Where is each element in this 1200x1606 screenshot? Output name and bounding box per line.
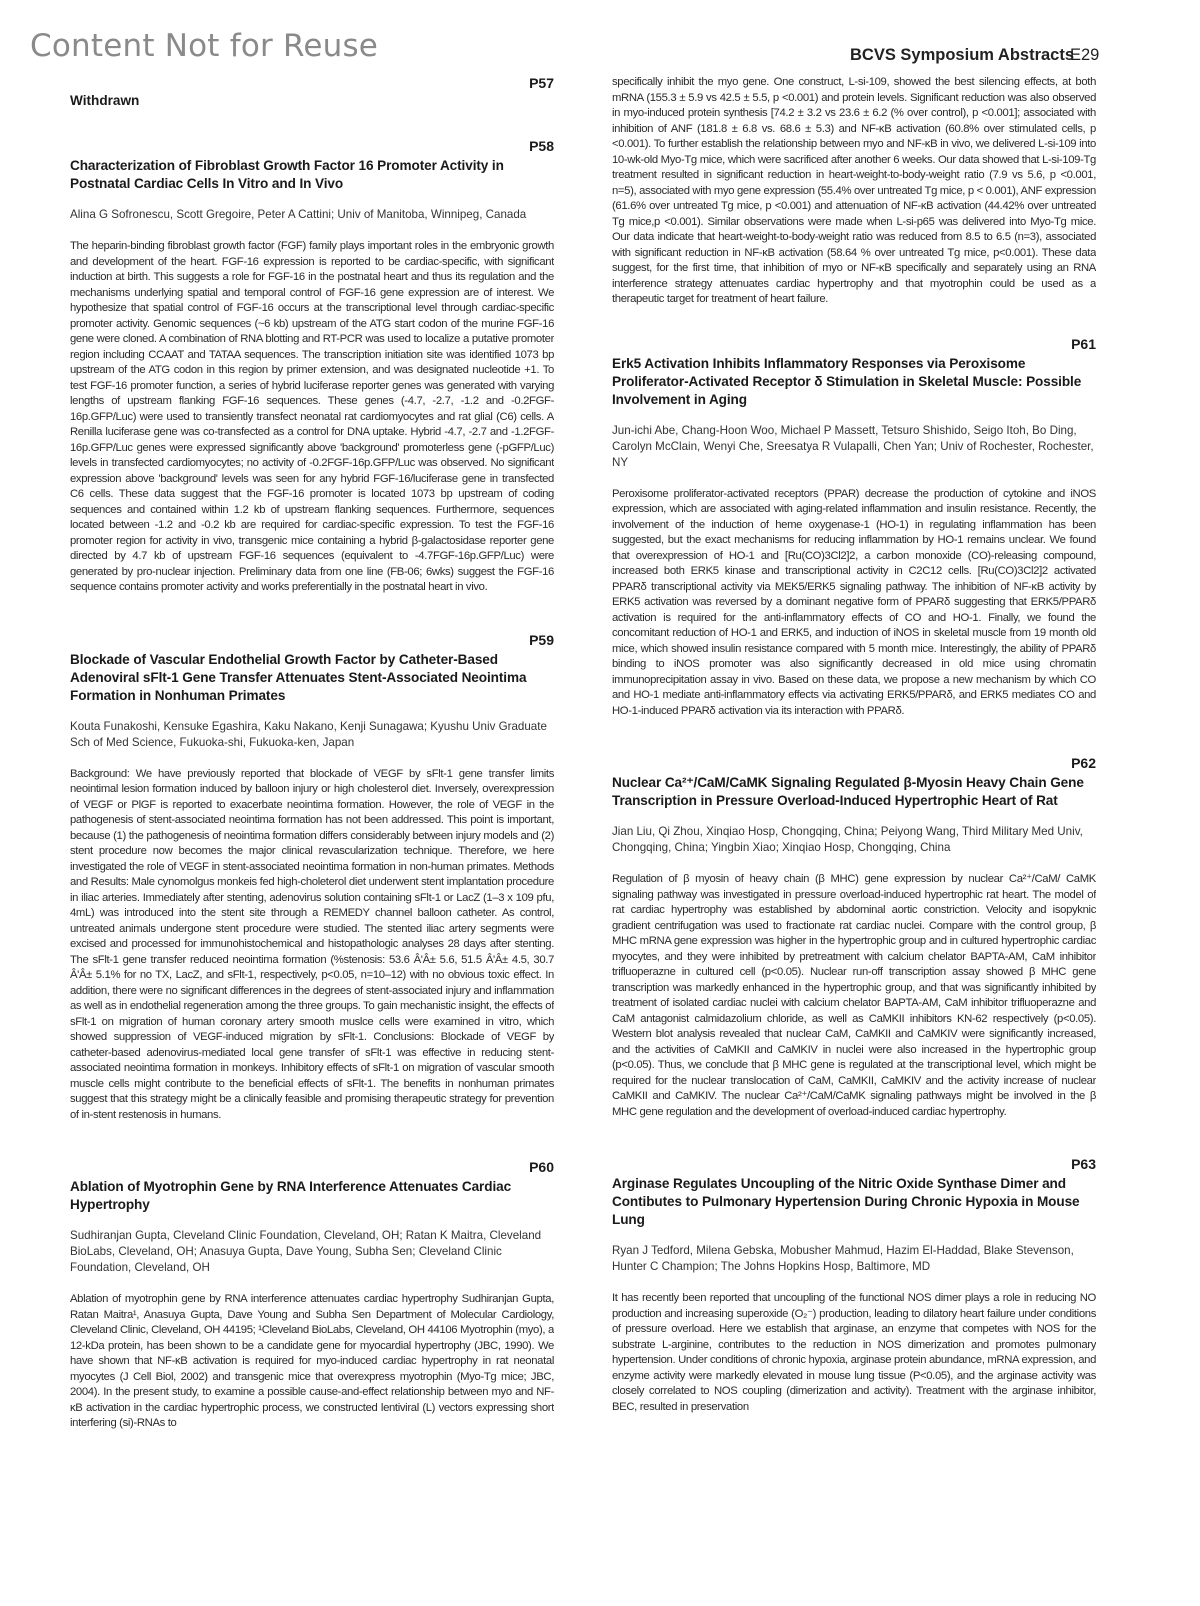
- abstract-title: Blockade of Vascular Endothelial Growth Factor by Catheter-Based Adenoviral sFlt-1 Gene Transfer Attenuates Stent-Associated Neointima Formation in Nonhuman Primates: [70, 651, 527, 703]
- abstract-p60: [70, 1159, 554, 1432]
- left-column: [70, 75, 554, 1586]
- abstract-id: P62: [1071, 755, 1096, 771]
- abstract-p63: [612, 1156, 1096, 1415]
- abstract-id: P57: [529, 75, 554, 91]
- abstract-authors: Alina G Sofronescu, Scott Gregoire, Peter A Cattini; Univ of Manitoba, Winnipeg, Canada: [70, 208, 527, 221]
- abstract-body: Peroxisome proliferator-activated receptors (PPAR) decrease the production of cytokine and iNOS expression, which are associated with aging-related inflammation and insulin resistance. Recently, the involvement of the induction of heme oxygenase-1 (HO-1) in regulating inflammation has been suggested, but the exact mechanisms for reducing inflammation by HO-1 remains unclear. We found that overexpression of HO-1 and [Ru(CO)3Cl2]2, a carbon monoxide (CO)-releasing compound, increased both ERK5 kinase and transcriptional activity in C2C12 cells. [Ru(CO)3Cl2]2 activated PPARδ transcriptional activity via MEK5/ERK5 signaling pathway. The inhibition of NF-κB activity by ERK5 activation was reversed by a dominant negative form of PPARδ suggesting that ERK5/PPARδ activation is required for the anti-inflammatory effects of CO and HO-1. Finally, we found the concomitant reduction of HO-1 and ERK5, and induction of iNOS in skeletal muscle from 19 month old mice, which showed insulin resistance compared with 5 month mice. Interestingly, the ability of PPARδ binding to iNOS promoter was also significantly decreased in old mice using chromatin immunoprecipitation assay in vivo. Based on these data, we propose a new mechanism by which CO and HO-1 mediate anti-inflammatory effects via activating ERK5/PPARδ, and ERK5 mediates CO and HO-1-induced PPARδ activation via its interaction with PPARδ.: [612, 487, 1096, 717]
- abstract-id: P60: [529, 1159, 554, 1175]
- abstract-p61: [612, 336, 1096, 720]
- abstract-body: Ablation of myotrophin gene by RNA interference attenuates cardiac hypertrophy Sudhiranjan Gupta, Ratan Maitra¹, Anasuya Gupta, Dave Young and Subha Sen Department of Molecular Cardiology, Cleveland Clinic, Cleveland, OH 44195; ¹Cleveland BioLabs, Cleveland, OH 44106 Myotrophin (myo), a 12-kDa protein, has been shown to be a candidate gene for myocardial hypertrophy (JBC, 1990). We have shown that NF-κB activation is required for myo-induced cardiac hypertrophy in rat neonatal myocytes (J Cell Biol, 2002) and transgenic mice that overexpress myotrophin (Myo-Tg mice; JBC, 2004). In the present study, to examine a possible cause-and-effect relationship between myo and NF-κB activation in the cardiac hypertrophic process, we constructed lentiviral (L) vectors expressing short interfering (si)-RNAs to: [70, 1293, 554, 1429]
- abstract-authors: Jun-ichi Abe, Chang-Hoon Woo, Michael P Massett, Tetsuro Shishido, Seigo Itoh, Bo Ding, Carolyn McClain, Wenyi Che, Sreesatya R Vulapalli, Chen Yan; Univ of Rochester, Rochester, NY: [612, 423, 1094, 469]
- journal-title: BCVS Symposium Abstracts: [850, 46, 1075, 64]
- abstract-body: It has recently been reported that uncoupling of the functional NOS dimer plays a role in reducing NO production and increasing superoxide (O₂⁻) production, leading to dilatory heart failure under conditions of pressure overload. Here we establish that arginase, an enzyme that competes with NOS for the substrate L-arginine, contributes to the reduction in NOS dimerization and promotes pulmonary hypertension. Under conditions of chronic hypoxia, arginase protein abundance, mRNA expression, and enzyme activity were markedly elevated in mouse lung tissue (P<0.05), and the arginase activity was closely correlated to NOS coupling (dimerization and activity). Treatment with the arginase inhibitor, BEC, resulted in preservation: [612, 1292, 1096, 1413]
- abstract-id: P63: [1071, 1156, 1096, 1172]
- abstract-id: P59: [529, 631, 554, 648]
- abstract-title: Nuclear Ca²⁺/CaM/CaMK Signaling Regulated β-Myosin Heavy Chain Gene Transcription in Pressure Overload-Induced Hypertrophic Heart of Rat: [612, 775, 1084, 808]
- abstract-authors: Kouta Funakoshi, Kensuke Egashira, Kaku Nakano, Kenji Sunagawa; Kyushu Univ Graduate Sch of Med Science, Fukuoka-shi, Fukuoka-ken, Japan: [70, 719, 547, 749]
- page-number: E29: [1070, 46, 1100, 64]
- abstract-p59: [70, 632, 554, 1124]
- abstract-id: P61: [1071, 335, 1096, 352]
- abstract-id: P58: [529, 138, 554, 154]
- right-column: [612, 75, 1096, 1586]
- abstract-authors: Jian Liu, Qi Zhou, Xinqiao Hosp, Chongqing, China; Peiyong Wang, Third Military Med Univ, Chongqing, China; Yingbin Xiao; Xinqiao Hosp, Chongqing, China: [612, 825, 1083, 854]
- abstract-title: Arginase Regulates Uncoupling of the Nitric Oxide Synthase Dimer and Contibutes to Pulmonary Hypertension During Chronic Hypoxia in Mouse Lung: [612, 1176, 1080, 1227]
- abstract-title: Characterization of Fibroblast Growth Factor 16 Promoter Activity in Postnatal Cardiac Cells In Vitro and In Vivo: [70, 158, 504, 191]
- abstract-body: Background: We have previously reported that blockade of VEGF by sFlt-1 gene transfer limits neointimal lesion formation induced by balloon injury or high cholesterol diet. Inversely, overexpression of VEGF or PlGF is reported to exacerbate neointima formation. However, the role of VEGF in the pathogenesis of stent-associated neointima formation has not been addressed. This point is important, because (1) the pathogenesis of neointima formation differs considerably between injury models and (2) stent procedure now becomes the major clinical revascularization technique. Therefore, we here investigated the role of VEGF in stent-associated neointima formation in non-human primates. Methods and Results: Male cynomolgus monkeis fed high-choleterol diet underwent stent implantation procedure in iliac arteries. Immediately after stenting, adenovirus solution containing sFlt-1 or LacZ (1–3 x 109 pfu, 4mL) was introduced into the stent site through a REMEDY channel balloon catheter. As control, untreated animals undergone stent procedure were studied. The stented iliac artery segments were excised and processed for immunohistochemical and histopathologic analyses 28 days after stenting. The sFlt-1 gene transfer reduced neointima formation (%stenosis: 53.6 Â'Â± 5.6, 51.5 Â'Â± 4.5, 30.7 Â'Â± 5.1% for no TX, LacZ, and sFlt-1, respectively, p<0.05, n=10–12) with no obvious toxic effect. In addition, there were no significant differences in the degrees of stent-associated injury and inflammation as well as in endothelial regeneration among the three groups. To gain mechanistic insight, the effects of sFlt-1 on migration of human coronary artery smooth muslce cells were examined in vitro, which showed suppression of VEGF-induced migration by sFlt-1. Conclusions: Blockade of VEGF by catheter-based adenovirus-mediated local gene transfer of sFlt-1 was effective in reducing stent-associated neointima formation in monkeys. Inhibitory effects of sFlt-1 on migration of vascular smooth muscle cells might contribute to the beneficial effects of sFlt-1. The benefits in nonhuman primates suggest that this strategy might be a clinically feasible and promising therapeutic strategy for prevention of in-stent restenosis in humans.: [70, 767, 554, 1121]
- withdrawn-label: Withdrawn: [70, 93, 140, 108]
- abstract-p60-continuation: specifically inhibit the myo gene. One construct, L-si-109, showed the best silencing effects, at both mRNA (155.3 ± 5.9 vs 42.5 ± 5.5, p <0.001) and protein levels. Significant reduction was also observed in myo-induced protein synthesis [74.2 ± 3.2 vs 23.6 ± 6.2 (% over control), p <0.001]; associated with inhibition of ANF (181.8 ± 6.8 vs. 68.6 ± 5.3) and NF-κB activation (60.8% over stimulated cells, p <0.001). To further establish the relationship between myo and NF-κB in vivo, we delivered L-si-109 into 10-wk-old Myo-Tg mice, which were sacrificed after another 6 weeks. Our data showed that L-si-109-Tg treatment resulted in significant reduction in heart-weight-to-body-weight ratio (7.9 vs 5.6, p <0.001, n=5), associated with myo gene expression (55.4% over untreated Tg mice, p < 0.001), ANF expression (61.6% over untreated Tg mice, p <0.001) and attenuation of NF-κB activation (44.42% over untreated Tg mice,p <0.001). Similar observations were made when L-si-p65 was delivered into Myo-Tg mice. Our data indicate that heart-weight-to-body-weight ratio was reduced from 8.5 to 6.5 (n=3), associated with significant reduction in NF-κB activation (58.64 % over untreated Tg mice, p<0.001). These data suggest, for the first time, that inhibition of myo or NF-κB specifically and separately using an RNA interference strategy attenuates cardiac hypertrophy and that myotrophin could be used as a therapeutic target for treatment of heart failure.: [612, 76, 1096, 305]
- abstract-p62: [612, 755, 1096, 1120]
- abstract-p58: [70, 138, 554, 596]
- abstract-title: Erk5 Activation Inhibits Inflammatory Responses via Peroxisome Proliferator-Activated Receptor δ Stimulation in Skeletal Muscle: Possible Involvement in Aging: [612, 355, 1082, 407]
- abstract-body: Regulation of β myosin of heavy chain (β MHC) gene expression by nuclear Ca²⁺/CaM/ CaMK signaling pathway was investigated in pressure overload-induced hypertrophic rat heart. The model of rat cardiac hypertrophy was established by abdominal aortic constriction. Velocity and isopyknic gradient centrifugation was used to fractionate rat cardiac nuclei. Compare with the control group, β MHC mRNA gene expression was higher in the hypertrophic group and in cultured hypertrophic cardiac myocytes, and they were inhibited by pretreatment with calcium chelator BAPTA-AM, CaM inhibitor trifluoperazne in cultured cell (p<0.05). Nuclear run-off transcription assay showed β MHC gene transcription was markedly enhanced in the hypertrophic group, and that was significantly inhibited by treatment of isolated cardiac nuclei with calcium chelator BAPTA-AM, CaM inhibitor trifluoperazne and CaM antagonist calmidazolium chloride, as well as CaMKII inhibitors KN-62 respectively (p<0.05). Western blot analysis revealed that nuclear CaM, CaMKII and CaMKIV were significantly increased, and the activities of CaMKII and CaMKIV in nuclei were also increased in the hypertrophic group (p<0.05). Thus, we conclude that β MHC gene is regulated at the transcriptional level, which might be required for the nuclear translocation of CaM, CaMKII, CaMKIV and the activity increase of nuclear CaMKII and CaMKIV. The nuclear Ca²⁺/CaM/CaMK signaling pathways might be involved in the β MHC gene regulation and the development of overload-induced cardiac hypertrophy.: [612, 873, 1096, 1118]
- abstract-body: The heparin-binding fibroblast growth factor (FGF) family plays important roles in the embryonic growth and development of the heart. FGF-16 expression is reported to be cardiac-specific, with significant induction at birth. This suggests a role for FGF-16 in the postnatal heart and thus its regulation and the mechanisms underlying spatial and temporal control of FGF-16 gene expression are of interest. We hypothesize that spatial control of FGF-16 occurs at the transcriptional level through cardiac-specific promoter activity. Genomic sequences (~6 kb) upstream of the ATG start codon of the murine FGF-16 gene were cloned. A combination of RNA blotting and RT-PCR was used to localize a putative promoter region including CCAAT and TATAA sequences. The transcription initiation site was identified 1073 bp upstream of the ATG codon in this region by primer extension, and was designated nucleotide +1. To test FGF-16 promoter function, a series of hybrid luciferase reporter genes was generated with varying lengths of upstream flanking FGF-16 sequences. These genes (-4.7, -2.7, -1.2 and -0.2FGF-16p.GFP/Luc) were used to transiently transfect neonatal rat cardiomyocytes and rat glial (C6) cells. A Renilla luciferase gene was co-transfected as a control for DNA uptake. Hybrid -4.7, -2.7 and -1.2FGF-16p.GFP/Luc genes were expressed significantly above 'background' promoterless gene (-pGFP/Luc) levels in transfected cardiomyocytes; no activity of -0.2FGF-16p.GFP/Luc was observed. No significant expression above 'background' levels was seen for any hybrid FGF-16/luciferase gene in transfected C6 cells. These data suggest that the FGF-16 promoter is located 1073 bp upstream of coding sequences and contained within 1.2 kb of upstream flanking sequences. Furthermore, sequences located between -1.2 and -0.2 kb are required for cardiac-specific expression. To test the FGF-16 promoter region for activity in vivo, transgenic mice containing a hybrid β-galactosidase reporter gene directed by 4.7 kb of upstream FGF-16 sequences (equivalent to -4.7FGF-16p.GFP/Luc) were generated by pro-nuclear injection. Preliminary data from one line (FB-06; 6wks) suggest the FGF-16 sequence contains promoter activity and works preferentially in the postnatal heart in vivo.: [70, 240, 554, 593]
- watermark: Content Not for Reuse: [30, 28, 379, 64]
- abstract-authors: Ryan J Tedford, Milena Gebska, Mobusher Mahmud, Hazim El-Haddad, Blake Stevenson, Hunter C Champion; The Johns Hopkins Hosp, Baltimore, MD: [612, 1244, 1074, 1273]
- abstract-authors: Sudhiranjan Gupta, Cleveland Clinic Foundation, Cleveland, OH; Ratan K Maitra, Cleveland BioLabs, Cleveland, OH; Anasuya Gupta, Dave Young, Subha Sen; Cleveland Clinic Foundation, Cleveland, OH: [70, 1229, 542, 1274]
- abstract-p57: [70, 75, 554, 108]
- abstract-title: Ablation of Myotrophin Gene by RNA Interference Attenuates Cardiac Hypertrophy: [70, 1179, 512, 1212]
